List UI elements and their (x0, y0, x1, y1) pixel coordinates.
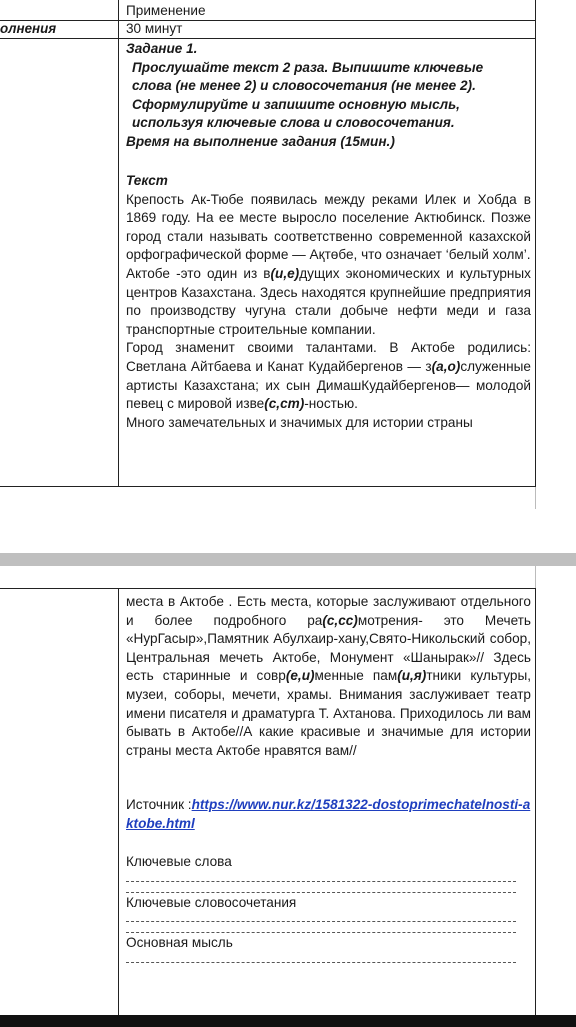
paragraph-3-text: -ностью. (304, 396, 358, 412)
text-block (126, 172, 531, 432)
page-corner-mark (535, 566, 556, 588)
answer-fields (126, 853, 516, 964)
task-line-4: используя ключевые слова и словосочетания. (132, 115, 455, 131)
source-link[interactable]: https://www.nur.kz/1581322-dostoprimechatelnosti-aktobe.html (126, 797, 531, 831)
table-row-divider (0, 38, 536, 39)
row-duration-label: олнения (0, 21, 57, 36)
letter-choice: (с,сс) (322, 612, 358, 628)
paragraph-2 (126, 265, 531, 339)
paragraph-3 (126, 339, 531, 413)
letter-choice: (а,о) (431, 358, 461, 374)
screen-bottom-bar (0, 1015, 576, 1027)
task-block (126, 40, 531, 152)
answer-line[interactable] (126, 953, 516, 963)
paragraph-1: Крепость Ак-Тюбе появилась между реками Илек и Хобда в 1869 году. На ее месте выросло поселение Актюбинск. Позже город стали называть соответственно современной казахской орфографической форме — Ақтөбе, что означает ‘белый холм’. (126, 191, 531, 263)
row-application-label: Применение (126, 3, 206, 18)
paragraph-2-text: Актобе -это один из в (126, 265, 271, 281)
paragraph-text: мотрения- это Мечеть «НурГасыр»,Памятник Абулхаир-хану,Свято-Никольский собор, Центральная мечеть Актобе, Монумент «Шанырак»// Здесь есть старинные и совр (126, 612, 531, 684)
paragraph-4-start: Много замечательных и значимых для истории страны (126, 414, 473, 430)
table-row-divider (0, 20, 536, 21)
task-line-2: слова (не менее 2) и словосочетания (не менее 2). (132, 78, 476, 94)
paragraph-3-text: служенные артисты Казахстана; их сын ДимашКудайбергенов— молодой певец с мировой изве (126, 358, 531, 412)
table-right-border (535, 588, 536, 1018)
task-line-1: Прослушайте текст 2 раза. Выпишите ключевые (132, 59, 484, 75)
table-column-divider (118, 588, 119, 1018)
paragraph-3-text: Город знаменит своими талантами. В Актобе родились: Светлана Айтбаева и Канат Кудайбергенов — з (126, 340, 531, 374)
task-line-3: Сформулируйте и запишите основную мысль, (132, 96, 460, 112)
answer-line[interactable] (126, 912, 516, 922)
letter-choice: (и,я) (397, 668, 427, 684)
keywords-label: Ключевые слова (126, 854, 232, 869)
paragraph-text: менные пам (314, 668, 398, 684)
paragraph-2-text: дущих экономических и культурных центров Казахстана. Здесь находятся крупнейшие предприятия по производству чугуна стали добыче нефти меди и газа транспортные строительные компании. (126, 265, 531, 337)
paragraph-text: тники культуры, музеи, соборы, мечети, храмы. Внимания заслуживает театр имени писателя и драматурга Т. Ахтанова. Приходилось ли вам бывать в Актобе//А какие красивые и значимые для истории страны места Актобе нравятся вам// (126, 668, 531, 758)
letter-choice: (с,ст) (264, 396, 305, 412)
text-heading: Текст (126, 173, 168, 188)
page-corner-mark (535, 487, 556, 509)
task-time: Время на выполнение задания (15мин.) (126, 133, 395, 149)
phrases-label: Ключевые словосочетания (126, 894, 297, 910)
source-block (126, 796, 531, 833)
answer-line[interactable] (126, 872, 516, 882)
paragraph-text: места в Актобе . Есть места, которые заслуживают отдельного и более подробного ра (126, 594, 531, 628)
document-page-1 (0, 0, 576, 492)
row-duration-value: 30 минут (126, 21, 183, 36)
letter-choice: (е,и) (285, 668, 315, 684)
answer-line[interactable] (126, 883, 516, 893)
text-continuation (126, 593, 531, 760)
document-page-2 (0, 566, 576, 1015)
letter-choice: (и,е) (270, 265, 300, 281)
task-title: Задание 1. (126, 41, 198, 56)
main-idea-label: Основная мысль (126, 935, 233, 951)
answer-line[interactable] (126, 923, 516, 933)
source-label: Источник : (126, 797, 192, 812)
table-top-border (0, 588, 536, 589)
table-right-border (535, 0, 536, 487)
table-column-divider (118, 0, 119, 487)
paragraph-continued (126, 593, 531, 760)
page-separator (0, 553, 576, 566)
table-bottom-border (0, 486, 536, 487)
